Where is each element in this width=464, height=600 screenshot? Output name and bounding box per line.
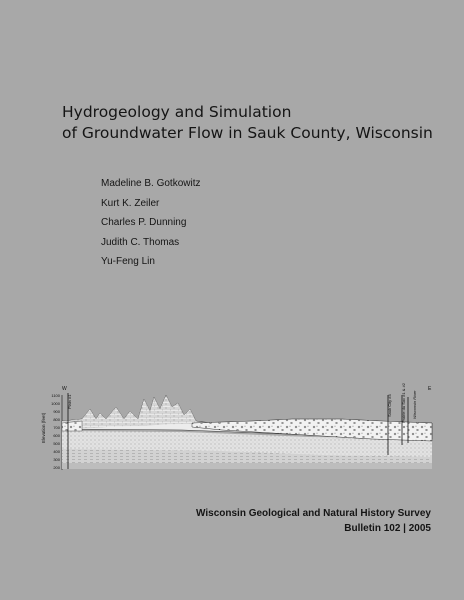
tick-label: 900 xyxy=(53,409,60,414)
tick-label: 200 xyxy=(53,465,60,470)
well-label: Prairie du Sac #1 & #2 xyxy=(401,382,406,423)
tick-label: 700 xyxy=(53,425,60,430)
elevation-axis-label: Elevation (feet) xyxy=(41,412,46,443)
publisher-block xyxy=(196,506,431,536)
author-list xyxy=(101,178,201,276)
west-outwash xyxy=(62,421,82,431)
title-line-1: Hydrogeology and Simulation xyxy=(62,103,292,121)
title-line-2: of Groundwater Flow in Sauk County, Wisconsin xyxy=(62,124,433,142)
tick-label: 1100 xyxy=(51,393,60,398)
basement-layer xyxy=(62,463,432,469)
tick-label: 600 xyxy=(53,433,60,438)
geologic-cross-section xyxy=(42,383,434,475)
author-name: Madeline B. Gotkowitz xyxy=(101,178,201,189)
publisher-name: Wisconsin Geological and Natural History Survey xyxy=(196,508,431,519)
east-label: E xyxy=(428,386,432,392)
well-label: Plain #1 xyxy=(67,394,72,409)
report-title xyxy=(62,102,452,144)
bluffs-texture xyxy=(62,395,202,429)
tick-label: 300 xyxy=(53,457,60,462)
cross-section-graphic xyxy=(42,383,434,475)
author-name: Charles P. Dunning xyxy=(101,217,187,228)
bulletin-number: Bulletin 102 | 2005 xyxy=(344,523,431,534)
well-label: Sauk City #4 xyxy=(387,394,392,417)
author-name: Judith C. Thomas xyxy=(101,236,180,248)
tick-label: 400 xyxy=(53,449,60,454)
river-label: Wisconsin River xyxy=(412,390,417,419)
tick-label: 1000 xyxy=(51,401,60,406)
author-name: Yu-Feng Lin xyxy=(101,256,155,267)
west-label: W xyxy=(62,386,67,392)
author-name: Kurt K. Zeiler xyxy=(101,197,160,209)
tick-label: 800 xyxy=(53,417,60,422)
tick-label: 500 xyxy=(53,441,60,446)
